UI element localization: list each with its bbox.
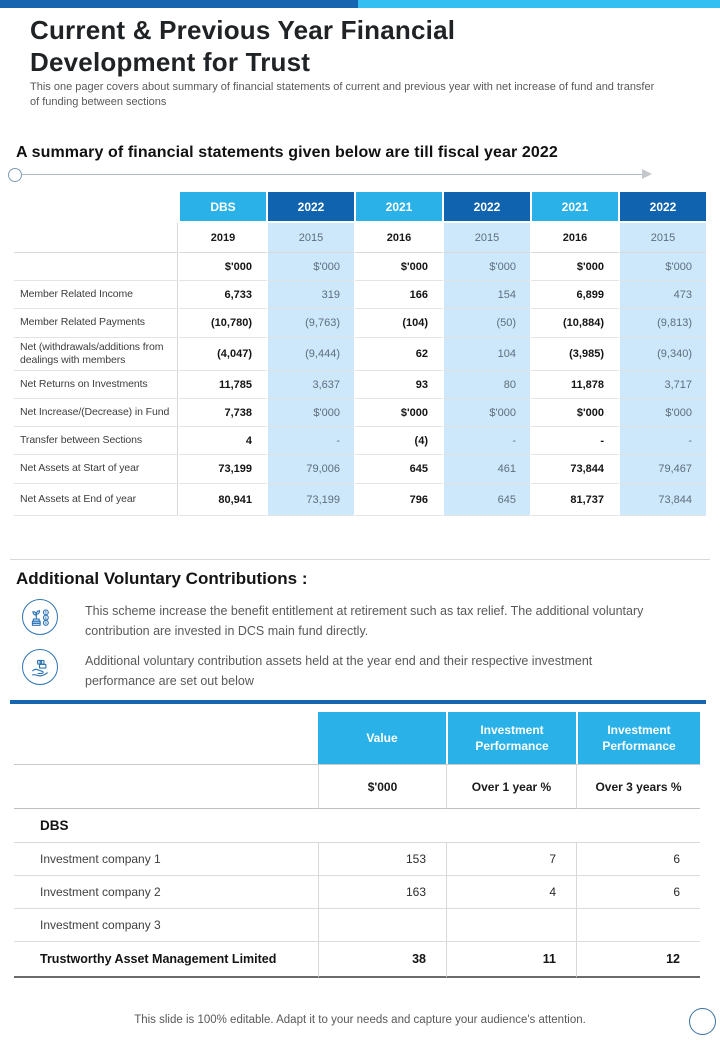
col-header-2022: 2022 [266,192,354,223]
avc-section-heading: Additional Voluntary Contributions : [16,569,308,588]
table-cell: 93 [354,371,442,399]
svg-text:$: $ [44,610,47,615]
table-cell: 319 [266,281,354,309]
table-cell: (10,884) [530,309,618,338]
col-subheader-2015: 2015 [266,223,354,253]
col-subheader: $'000 [318,764,446,809]
table-cell: $'000 [530,253,618,281]
col-subheader: Over 1 year % [446,764,576,809]
table-cell: - [266,427,354,455]
row-label: Trustworthy Asset Management Limited [14,942,318,978]
page-subtitle: This one pager covers about summary of financial statements of current and previous year with net increase of fund and transfer of funding between sections [30,81,655,108]
table-cell: 6 [576,843,700,876]
table-cell: $'000 [266,253,354,281]
table-cell: 166 [354,281,442,309]
table-cell: 3,717 [618,371,706,399]
table-cell: 6 [576,876,700,909]
row-label: Net Increase/(Decrease) in Fund [14,399,178,427]
table-cell: 4 [446,876,576,909]
col-subheader-2016: 2016 [530,223,618,253]
svg-text:$: $ [44,615,47,620]
table-cell: 6,733 [178,281,266,309]
col-subheader-2015: 2015 [618,223,706,253]
row-label: Member Related Payments [14,309,178,338]
table-cell: 73,199 [266,484,354,516]
table-cell: $'000 [354,399,442,427]
table-cell: 62 [354,338,442,371]
col-header-value: Value [318,712,446,764]
row-label-spacer [14,764,318,809]
table-cell: (50) [442,309,530,338]
table-cell: 104 [442,338,530,371]
col-header-2021: 2021 [354,192,442,223]
table-cell: 461 [442,455,530,484]
table-cell: 153 [318,843,446,876]
table-cell: 79,006 [266,455,354,484]
avc-item-text: Additional voluntary contribution assets held at the year end and their respective investment performance are set out below [85,654,593,688]
table-cell: 154 [442,281,530,309]
corner-circle-decoration [689,1008,716,1035]
arrow-start-circle-icon [8,168,22,182]
table-cell: $'000 [442,399,530,427]
table-cell: 645 [354,455,442,484]
table-cell: - [442,427,530,455]
col-header-2021: 2021 [530,192,618,223]
table-cell: 7,738 [178,399,266,427]
table-cell: $'000 [442,253,530,281]
table-cell: $'000 [618,399,706,427]
group-row-dbs: DBS [14,809,700,843]
table-cell [318,909,446,942]
row-label: Investment company 2 [14,876,318,909]
table-cell [446,909,576,942]
table-cell: 796 [354,484,442,516]
row-label: Net Assets at Start of year [14,455,178,484]
table-cell: (3,985) [530,338,618,371]
table-cell: (9,763) [266,309,354,338]
table-cell: (10,780) [178,309,266,338]
summary-section-heading: A summary of financial statements given below are till fiscal year 2022 [16,144,558,161]
col-subheader-2016: 2016 [354,223,442,253]
row-label: Net Returns on Investments [14,371,178,399]
table-cell: 6,899 [530,281,618,309]
timeline-arrow [8,168,658,182]
table-cell [576,909,700,942]
footer-note: This slide is 100% editable. Adapt it to your needs and capture your audience's attention. [134,1014,586,1026]
table-cell: 81,737 [530,484,618,516]
financial-table [14,192,706,516]
table-corner-spacer [14,712,318,764]
table-cell: 11 [446,942,576,978]
table-cell: $'000 [266,399,354,427]
arrow-line [22,174,642,175]
table-cell: 73,844 [618,484,706,516]
table-cell: 11,785 [178,371,266,399]
row-label-spacer [14,223,178,253]
table-cell: $'000 [178,253,266,281]
row-label: Transfer between Sections [14,427,178,455]
blue-divider [10,700,706,704]
col-header-2022: 2022 [618,192,706,223]
col-header-investment-performance: Investment Performance [446,712,576,764]
table-cell: 80 [442,371,530,399]
page-title: Current & Previous Year Financial Development for Trust [30,15,456,77]
avc-item-text: This scheme increase the benefit entitlement at retirement such as tax relief. The additional voluntary contribution are invested in DCS main fund directly. [85,604,644,638]
table-cell: 38 [318,942,446,978]
col-subheader: Over 3 years % [576,764,700,809]
table-cell: 73,844 [530,455,618,484]
table-cell: 7 [446,843,576,876]
row-label: Investment company 1 [14,843,318,876]
row-label: Net (withdrawals/additions from dealings with members [14,338,178,371]
arrow-head-icon [642,169,652,179]
col-header-investment-performance: Investment Performance [576,712,700,764]
table-cell: (104) [354,309,442,338]
table-cell: (4,047) [178,338,266,371]
col-subheader-2019: 2019 [178,223,266,253]
table-cell: 3,637 [266,371,354,399]
row-label [14,253,178,281]
table-cell: 11,878 [530,371,618,399]
col-header-2022: 2022 [442,192,530,223]
table-cell: - [618,427,706,455]
section-divider [10,559,710,560]
topbar-accent-left [0,0,358,8]
hand-money-icon [22,649,58,685]
table-cell: (9,444) [266,338,354,371]
table-cell: 12 [576,942,700,978]
table-cell: (9,813) [618,309,706,338]
table-cell: 163 [318,876,446,909]
table-corner-spacer [14,192,178,223]
table-cell: $'000 [530,399,618,427]
table-cell: 645 [442,484,530,516]
sprout-coins-icon [22,599,58,635]
table-cell: (4) [354,427,442,455]
table-cell: 80,941 [178,484,266,516]
table-cell: 79,467 [618,455,706,484]
col-subheader-2015: 2015 [442,223,530,253]
table-cell: $'000 [618,253,706,281]
investment-table [14,712,700,978]
table-cell: 73,199 [178,455,266,484]
table-cell: 473 [618,281,706,309]
topbar-accent-right [358,0,720,8]
table-cell: (9,340) [618,338,706,371]
table-cell: - [530,427,618,455]
row-label: Net Assets at End of year [14,484,178,516]
table-cell: 4 [178,427,266,455]
row-label: Investment company 3 [14,909,318,942]
table-cell: $'000 [354,253,442,281]
svg-text:$: $ [44,620,47,625]
row-label: Member Related Income [14,281,178,309]
col-header-dbs: DBS [178,192,266,223]
